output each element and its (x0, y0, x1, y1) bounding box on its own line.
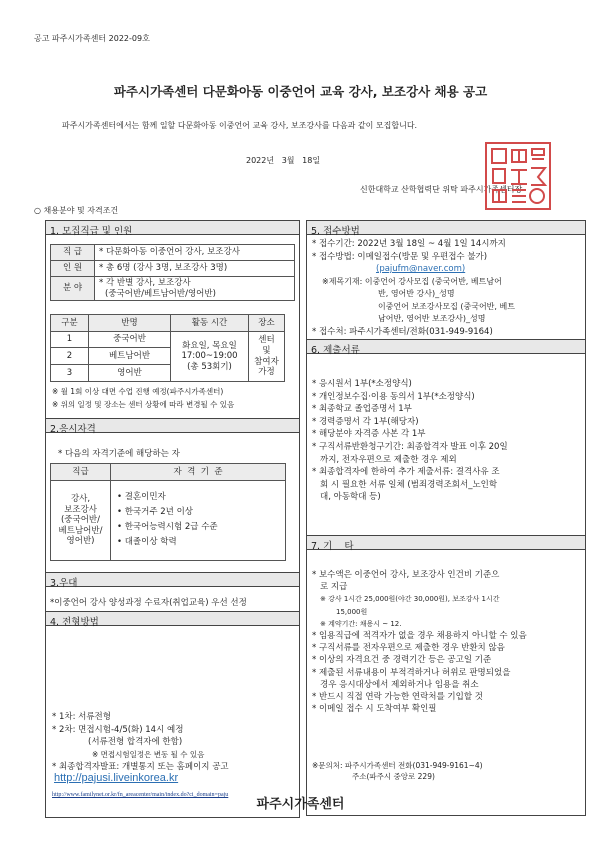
other-info (312, 569, 527, 715)
value-field-line1: * 각 반별 강사, 보조강사 (99, 278, 191, 288)
contact-line: ※문의처: 파주시가족센터 전화(031-949-9161~4) (312, 761, 483, 770)
required-documents (312, 378, 508, 504)
preference-text: *이중언어 강사 양성과정 수료자(취업교육) 우선 선정 (50, 598, 247, 608)
value-field-line2: (중국어반/베트남어반/영어반) (105, 288, 216, 299)
rank-cell (51, 481, 111, 560)
subject-line: 이중언어 보조강사모집 (중국어반, 베트 (378, 301, 515, 311)
process-line: * 2차: 면접시험-4/5(화) 14시 예정 (52, 724, 184, 735)
document-line: * 구직서류반환청구기간: 최종합격자 발표 이후 20일 (312, 441, 508, 452)
value-rank: * 다문화아동 이중언어 강사, 보조강사 (95, 245, 294, 261)
info-line: 경우 응시대상에서 제외하거나 임용을 취소 (320, 679, 479, 690)
table-row-class: 중국어반 (89, 332, 171, 348)
process-line: (서류전형 합격자에 한함) (88, 737, 183, 747)
announce-date: 2022년 3월 18일 (246, 156, 321, 165)
document-line: 회 시 필요한 서류 일체 (범죄경력조회서_노인학 (320, 479, 498, 490)
place-line: 참여자 (254, 356, 279, 367)
value-count: * 총 6명 (강사 3명, 보조강사 3명) (95, 261, 294, 277)
rank-line: 베트남어반/ (58, 525, 103, 536)
method-line: * 접수처: 파주시가족센터/전화(031-949-9164) (312, 326, 493, 337)
document-line: * 최종합격자에 한하여 추가 제출서류: 결격사유 조 (312, 467, 500, 478)
section-heading-recruit: ○ 채용분야 및 자격조건 (34, 206, 119, 215)
label-rank: 직 급 (51, 245, 95, 261)
qualification-table (50, 463, 286, 561)
subject-line: 남어반, 영어반 보조강사)_성명 (378, 314, 486, 323)
info-line: ※ 계약기간: 채용시 ~ 12. (320, 619, 402, 628)
seal-pattern-icon (487, 144, 549, 208)
document-line: * 해당분야 자격증 사본 각 1부 (312, 429, 426, 440)
activity-time (171, 332, 249, 381)
criteria-item: • 대졸이상 학력 (117, 537, 177, 547)
info-line: 로 지급 (320, 582, 348, 593)
notice-number: 공고 파주시가족센터 2022-09호 (34, 34, 150, 43)
info-line: * 이메일 접수 시 도착여부 확인필 (312, 704, 437, 715)
value-field (99, 278, 216, 299)
section-6-header: 6. 제출서류 (306, 339, 586, 354)
recruit-info-table (50, 244, 295, 301)
process-line: * 1차: 서류전형 (52, 712, 111, 722)
info-line: * 반드시 직접 연락 가능한 연락처를 기입할 것 (312, 692, 483, 703)
col-header-place: 장소 (249, 315, 284, 332)
info-line: * 이상의 자격요건 중 경력기간 등은 공고일 기준 (312, 655, 492, 666)
criteria-list (117, 490, 218, 550)
subject-line: 반, 영어반 강사)_성명 (378, 289, 455, 298)
footer-org-name: 파주시가족센터 (256, 797, 345, 812)
col-header-num: 구분 (51, 315, 89, 332)
document-line: * 경력증명서 각 1부(해당자) (312, 416, 419, 427)
email-link[interactable]: (pajufm@naver.com) (376, 264, 466, 274)
note-line: ※ 위의 일정 및 장소는 센터 상황에 따라 변경될 수 있음 (52, 400, 235, 409)
time-line: 화요일, 목요일 (182, 340, 237, 351)
official-seal (485, 142, 551, 210)
section-4-header: 4. 전형방법 (45, 611, 300, 626)
method-line: * 접수기간: 2022년 3월 18일 ~ 4월 1일 14시까지 (312, 239, 506, 249)
criteria-item: • 결혼이민자 (117, 492, 166, 502)
rank-line: (중국어반/ (60, 515, 101, 526)
subject-line: ※제목기재: 이중언어 강사모집 (중국어반, 베트남어 (322, 276, 502, 286)
table-row-class: 영어반 (89, 365, 171, 381)
method-line: * 접수방법: 이메일접수(방문 및 우편접수 불가) (312, 251, 488, 262)
col-header-rank: 직급 (51, 464, 111, 481)
document-line: * 개인정보수집·이용 동의서 1부(*소정양식) (312, 391, 475, 402)
familynet-link[interactable]: http://www.familynet.or.kr/fn_areacenter/main/index.do?ci_domain=paju (52, 792, 229, 798)
col-header-time: 활동 시간 (171, 315, 249, 332)
document-line: * 최종학교 졸업증명서 1부 (312, 404, 412, 415)
rank-line: 보조강사 (64, 504, 97, 515)
process-line: * 최종합격자발표: 개별통지 또는 홈페이지 공고 (52, 762, 229, 772)
place-line: 가정 (258, 367, 275, 378)
place-line: 센터 (258, 335, 275, 346)
info-line: * 보수액은 이중언어 강사, 보조강사 인건비 기준으 (312, 570, 500, 580)
col-header-class: 반명 (89, 315, 171, 332)
info-line: 15,000원 (336, 607, 368, 616)
place-line: 및 (262, 345, 271, 356)
col-header-criteria: 자 격 기 준 (111, 464, 285, 481)
issuer-name: 신한대학교 산학협력단 위탁 파주시가족센터장 (360, 185, 523, 194)
label-field: 분 야 (51, 277, 95, 300)
document-line: * 응시원서 1부(*소정양식) (312, 379, 412, 389)
homepage-link[interactable]: http://pajusi.liveinkorea.kr (54, 772, 179, 784)
activity-place (249, 332, 284, 381)
label-count: 인 원 (51, 261, 95, 277)
document-line: 대, 아동학대 등) (320, 492, 381, 503)
info-line: * 제출된 서류내용이 부적격하거나 허위로 판명되었을 (312, 667, 511, 678)
table-row-num: 2 (51, 348, 89, 365)
application-method (312, 238, 515, 338)
table-row-class: 베트남어반 (89, 348, 171, 365)
criteria-item: • 한국어능력시험 2급 수준 (117, 522, 218, 532)
section-3-header: 3.우대 (45, 572, 300, 587)
selection-process (52, 711, 229, 774)
section-7-header: 7. 기 타 (306, 535, 586, 550)
info-line: * 구직서류를 전자우편으로 제출한 경우 반환치 않음 (312, 643, 505, 654)
process-line: ※ 면접시험일정은 변동 될 수 있음 (92, 749, 205, 759)
section-5-header: 5. 접수방법 (306, 220, 586, 235)
time-line: (총 53회기) (187, 361, 232, 372)
schedule-table (50, 314, 285, 382)
info-line: * 임용직급에 적격자가 없을 경우 채용하지 아니할 수 있음 (312, 631, 527, 642)
note-line: ※ 월 1회 이상 대면 수업 진행 예정(파주시가족센터) (52, 387, 224, 396)
rank-line: 강사, (70, 493, 91, 504)
rank-line: 영어반) (66, 536, 95, 547)
table-row-num: 3 (51, 365, 89, 381)
criteria-item: • 한국거주 2년 이상 (117, 507, 194, 517)
info-line: ※ 강사 1시간 25,000원(야간 30,000원), 보조강사 1시간 (320, 595, 500, 604)
page-title: 파주시가족센터 다문화아동 이중언어 교육 강사, 보조강사 채용 공고 (113, 84, 488, 99)
qualification-lead: * 다음의 자격기준에 해당하는 자 (58, 449, 180, 459)
contact-line: 주소(파주시 중앙로 229) (352, 772, 435, 781)
intro-text: 파주시가족센터에서는 함께 일할 다문화아동 이중언어 교육 강사, 보조강사를 다음과 같이 모집합니다. (62, 121, 418, 130)
section-2-header: 2.응시자격 (45, 418, 300, 433)
section-1-header: 1. 모집직급 및 인원 (45, 220, 300, 235)
contact-info (312, 760, 483, 782)
time-line: 17:00~19:00 (181, 351, 238, 362)
document-line: 까지, 전자우편으로 제출한 경우 제외 (320, 454, 457, 465)
table-row-num: 1 (51, 332, 89, 348)
